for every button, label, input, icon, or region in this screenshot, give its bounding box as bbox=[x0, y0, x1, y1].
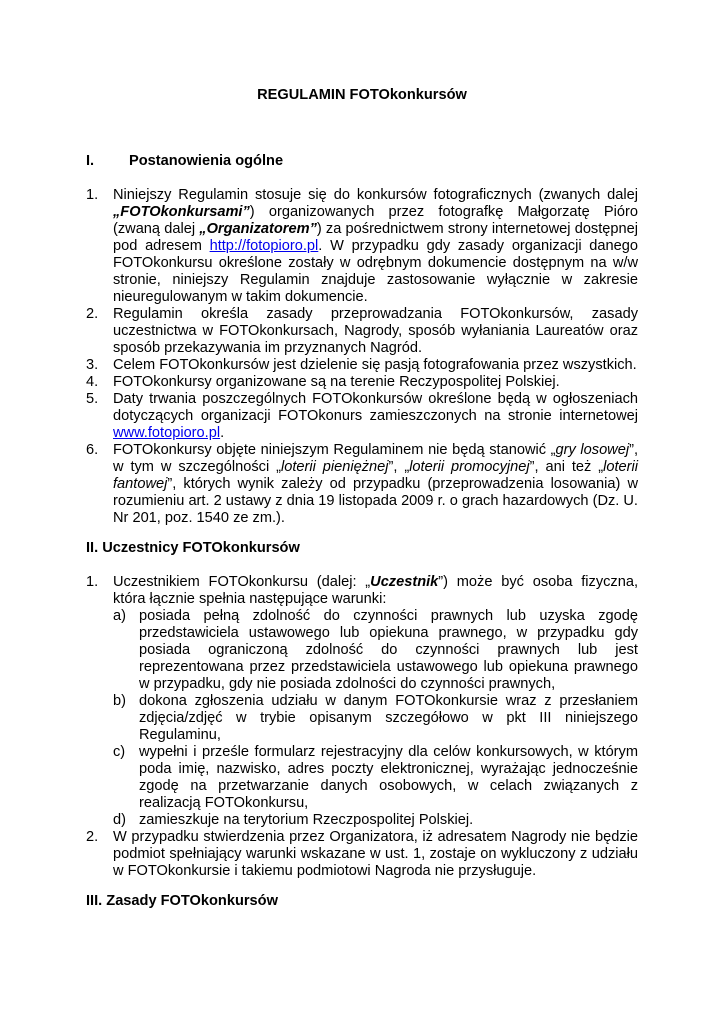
section-3-heading: III. Zasady FOTOkonkursów bbox=[86, 893, 278, 909]
section-2-list bbox=[86, 574, 638, 880]
defined-term: „Organizatorem” bbox=[199, 221, 317, 237]
document-title: REGULAMIN FOTOkonkursów bbox=[257, 87, 467, 103]
list-item: 6. FOTOkonkursy objęte niniejszym Regulaminem nie będą stanowić „gry losowej”, w tym w szczególności „loterii pieniężnej”, „loterii promocyjnej”, ani też „loterii fantowej”, których wynik zależy od przypadku (przeprowadzenia losowania) w rozumieniu art. 2 ustawy z dnia 19 listopada 2009 r. o grach hazardowych (Dz. U. Nr 201, poz. 1540 ze zm.). bbox=[86, 442, 639, 526]
section-1-number: I. bbox=[86, 153, 95, 169]
item-number: 6. bbox=[86, 442, 99, 458]
defined-term: „FOTOkonkursami” bbox=[113, 204, 250, 220]
sub-item: a) posiada pełną zdolność do czynności prawnych lub uzyska zgodę przedstawiciela ustawowego lub opiekuna prawnego, w przypadku gdy posiada ograniczoną zdolność do czynności prawnych lub jest reprezentowana przez przedstawiciela ustawowego lub opiekuna prawnego w przypadku, gdy nie posiada zdolności do czynności prawnych, bbox=[113, 608, 638, 692]
sub-item: b) dokona zgłoszenia udziału w danym FOTOkonkursie wraz z przesłaniem zdjęcia/zdjęć w trybie opisanym szczegółowo w pkt III niniejszego Regulaminu, bbox=[113, 693, 638, 743]
list-item: 3. Celem FOTOkonkursów jest dzielenie się pasją fotografowania przez wszystkich. bbox=[86, 357, 637, 373]
list-item: 1. Niniejszy Regulamin stosuje się do konkursów fotograficznych (zwanych dalej „FOTOkonkursami”) organizowanych przez fotografkę Małgorzatę Pióro (zwaną dalej „Organizatorem”) za pośrednictwem strony internetowej dostępnej pod adresem http://fotopioro.pl. W przypadku gdy zasady organizacji danego FOTOkonkursu określone zostały w odrębnym dokumencie dostępnym na w/w stronie, niniejszy Regulamin znajduje zastosowanie wyłącznie w zakresie nieuregulowanym w takim dokumencie. bbox=[86, 187, 638, 305]
list-item: 1. Uczestnikiem FOTOkonkursu (dalej: „Uczestnik”) może być osoba fizyczna, która łącznie spełnia następujące warunki: a) posiada pełną zdolność do czynności prawnych lub uzyska zgodę przedstawiciela ustawowego lub opiekuna prawnego, w przypadku gdy posiada ograniczoną zdolność do czynności prawnych lub jest reprezentowana przez przedstawiciela ustawowego lub opiekuna prawnego w przypadku, gdy nie posiada zdolności do czynności prawnych, b) dokona zgłoszenia udziału w danym FOTOkonkursie wraz z przesłaniem zdjęcia/zdjęć w trybie opisanym szczegółowo w pkt III niniejszego Regulaminu, c) wypełni i prześle formularz rejestracyjny dla celów konkursowych, w którym poda imię, nazwisko, adres poczty elektronicznej, wyrażając jednocześnie zgodę na przetwarzanie danych osobowych, w celach związanych z realizacją FOTOkonkursu, d) zamieszkuje na terytorium Rzeczpospolitej Polskiej. bbox=[86, 574, 638, 828]
item-number: 4. bbox=[86, 374, 99, 390]
list-item: 4. FOTOkonkursy organizowane są na terenie Reczypospolitej Polskiej. bbox=[86, 374, 560, 390]
item-number: 1. bbox=[86, 574, 99, 590]
item-number: 1. bbox=[86, 187, 99, 203]
section-2-heading: II. Uczestnicy FOTOkonkursów bbox=[86, 540, 300, 556]
defined-term: Uczestnik bbox=[370, 574, 439, 590]
fotopioro-link[interactable]: http://fotopioro.pl bbox=[209, 238, 319, 254]
sub-item: d) zamieszkuje na terytorium Rzeczpospolitej Polskiej. bbox=[113, 812, 474, 828]
item-number: 5. bbox=[86, 391, 99, 407]
list-item: 2. Regulamin określa zasady przeprowadzania FOTOkonkursów, zasady uczestnictwa w FOTOkonkursach, Nagrody, sposób wyłaniania Laureatów oraz sposób przekazywania im przyznanych Nagród. bbox=[86, 306, 638, 356]
sub-item: c) wypełni i prześle formularz rejestracyjny dla celów konkursowych, w którym poda imię, nazwisko, adres poczty elektronicznej, wyrażając jednocześnie zgodę na przetwarzanie danych osobowych, w celach związanych z realizacją FOTOkonkursu, bbox=[113, 744, 638, 811]
fotopioro-www-link[interactable]: www.fotopioro.pl bbox=[113, 425, 221, 441]
section-1-list bbox=[86, 187, 638, 527]
item-number: 3. bbox=[86, 357, 99, 373]
section-1-heading: Postanowienia ogólne bbox=[129, 153, 284, 169]
conditions-list bbox=[113, 608, 638, 829]
item-number: 2. bbox=[86, 829, 99, 845]
list-item: 5. Daty trwania poszczególnych FOTOkonkursów określone będą w ogłoszeniach dotyczących organizacji FOTOkonurs zamieszczonych na stronie internetowej www.fotopioro.pl. bbox=[86, 391, 638, 441]
list-item: 2. W przypadku stwierdzenia przez Organizatora, iż adresatem Nagrody nie będzie podmiot spełniający warunki wskazane w ust. 1, zostaje on wykluczony z udziału w FOTOkonkursie i takiemu podmiotowi Nagroda nie przysługuje. bbox=[86, 829, 638, 879]
item-number: 2. bbox=[86, 306, 99, 322]
